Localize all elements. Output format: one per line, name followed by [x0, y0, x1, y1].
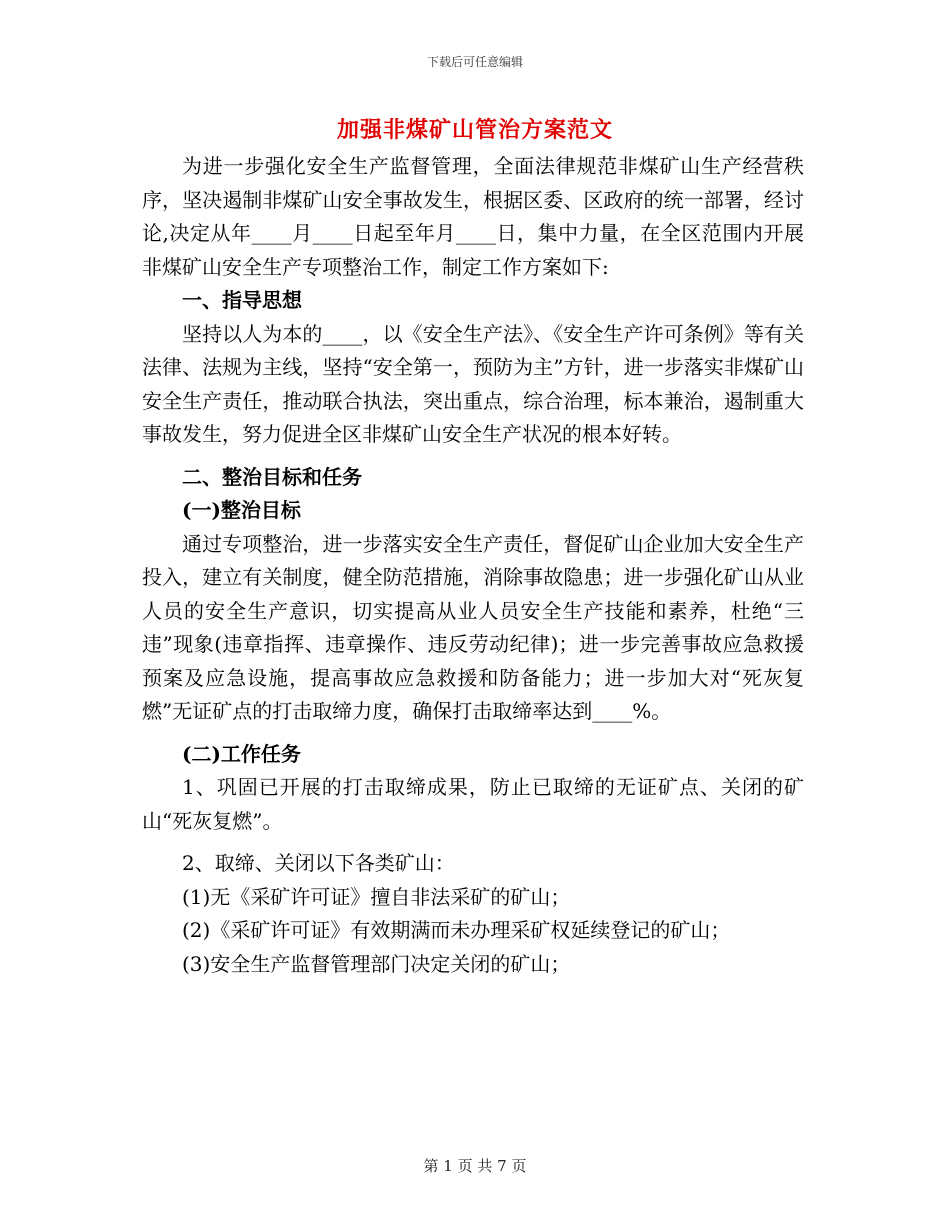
- section1-paragraph: 坚持以人为本的____，以《安全生产法》、《安全生产许可条例》等有关法律、法规为主线，坚持“安全第一，预防为主”方针，进一步落实非煤矿山安全生产责任，推动联合执法，突出重点，综合治理，标本兼治，遏制重大事故发生，努力促进全区非煤矿山安全生产状况的根本好转。: [142, 321, 804, 446]
- task-1: 1、巩固已开展的打击取缔成果，防止已取缔的无证矿点、关闭的矿山“死灰复燃”。: [142, 775, 804, 833]
- sub1-paragraph: 通过专项整治，进一步落实安全生产责任，督促矿山企业加大安全生产投入，建立有关制度，健全防范措施，消除事故隐患；进一步强化矿山从业人员的安全生产意识，切实提高从业人员安全生产技能和素养，杜绝“三违”现象(违章指挥、违章操作、违反劳动纪律)；进一步完善事故应急救援预案及应急设施，提高事故应急救援和防备能力；进一步加大对“死灰复燃”无证矿点的打击取缔力度，确保打击取缔率达到____%。: [142, 531, 804, 723]
- document-title: 加强非煤矿山管治方案范文: [336, 117, 613, 143]
- task-2: 2、取缔、关闭以下各类矿山：: [182, 851, 455, 875]
- sub2-heading: (二)工作任务: [182, 741, 301, 766]
- section2-heading: 二、整治目标和任务: [182, 464, 362, 489]
- section1-heading: 一、指导思想: [182, 288, 302, 312]
- task-2-item: (2)《采矿许可证》有效期满而未办理采矿权延续登记的矿山；: [182, 918, 731, 942]
- page-footer: 第 1 页 共 7 页: [423, 1157, 527, 1175]
- header-note: 下载后可任意编辑: [426, 55, 523, 69]
- task-2-item: (3)安全生产监督管理部门决定关闭的矿山；: [182, 951, 571, 976]
- sub1-heading: (一)整治目标: [182, 498, 301, 522]
- intro-paragraph: 为进一步强化安全生产监督管理，全面法律规范非煤矿山生产经营秩序，坚决遏制非煤矿山安全事故发生，根据区委、区政府的统一部署，经讨论,决定从年____月____日起至年月____日，集中力量，在全区范围内开展非煤矿山安全生产专项整治工作，制定工作方案如下:: [142, 154, 804, 279]
- document-body: [142, 150, 804, 981]
- task-2-item: (1)无《采矿许可证》擅自非法采矿的矿山；: [182, 884, 571, 909]
